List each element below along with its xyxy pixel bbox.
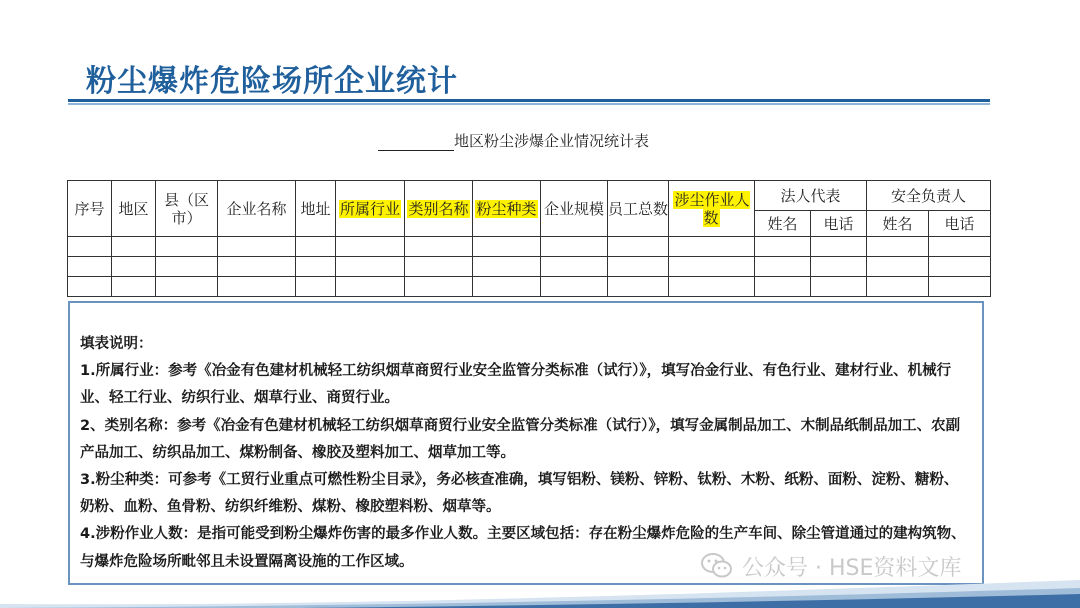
header-county: 县（区市） [156,181,218,237]
header-safety-name: 姓名 [867,211,929,237]
bottom-decoration [0,576,1080,608]
header-seq: 序号 [68,181,112,237]
instruction-item-industry: 1.所属行业：参考《冶金有色建材机械轻工纺织烟草商贸行业安全监管分类标准（试行）》，填写冶金行业、有色行业、建材行业、机械行业、轻工行业、纺织行业、烟草行业、商贸行业。 [80,363,952,407]
page-title: 粉尘爆炸危险场所企业统计 [86,64,458,99]
header-legal-rep: 法人代表 [755,181,867,211]
header-legal-phone: 电话 [811,211,867,237]
table-row [68,237,991,257]
header-dust-workers [669,181,755,237]
caption-text: 地区粉尘涉爆企业情况统计表 [454,132,650,150]
header-scale: 企业规模 [541,181,608,237]
header-region: 地区 [112,181,156,237]
title-underline-light [68,103,990,105]
instructions-box [68,301,984,585]
header-industry [336,181,405,237]
instructions-heading: 填表说明： [80,336,153,352]
caption-blank-line [378,136,454,151]
header-company: 企业名称 [218,181,296,237]
instruction-item-category: 2、类别名称：参考《冶金有色建材机械轻工纺织烟草商贸行业安全监管分类标准（试行）》，填写金属制品加工、木制品纸制品加工、农副产品加工、纺织品加工、煤粉制备、橡胶及塑料加工、烟草加工等。 [80,417,961,461]
instruction-item-workers: 4.涉粉作业人数：是指可能受到粉尘爆炸伤害的最多作业人数。主要区域包括：存在粉尘爆炸危险的生产车间、除尘管道通过的建构筑物、与爆炸危险场所毗邻且未设置隔离设施的工作区域。 [80,526,966,570]
highlight: 所属行业 [339,199,400,218]
header-category [405,181,473,237]
table-row [68,277,991,297]
header-safety-phone: 电话 [929,211,991,237]
header-dust-type [473,181,541,237]
highlight: 类别名称 [408,199,469,218]
highlight: 粉尘种类 [476,199,537,218]
table-header-row [68,181,991,211]
header-safety-head: 安全负责人 [867,181,991,211]
table-caption [378,130,649,151]
table-row [68,257,991,277]
highlight: 涉尘作业人数 [674,190,750,227]
header-legal-name: 姓名 [755,211,811,237]
header-address: 地址 [296,181,336,237]
title-underline [68,99,990,102]
watermark-text: 公众号 · HSE资料文库 [742,555,962,581]
statistics-table [67,180,991,297]
instruction-item-dust-type: 3.粉尘种类：可参考《工贸行业重点可燃性粉尘目录》，务必核查准确，填写铝粉、镁粉、锌粉、钛粉、木粉、纸粉、面粉、淀粉、糖粉、奶粉、血粉、鱼骨粉、纺织纤维粉、煤粉、橡胶塑料粉、烟草等。 [80,472,959,516]
header-staff: 员工总数 [608,181,669,237]
